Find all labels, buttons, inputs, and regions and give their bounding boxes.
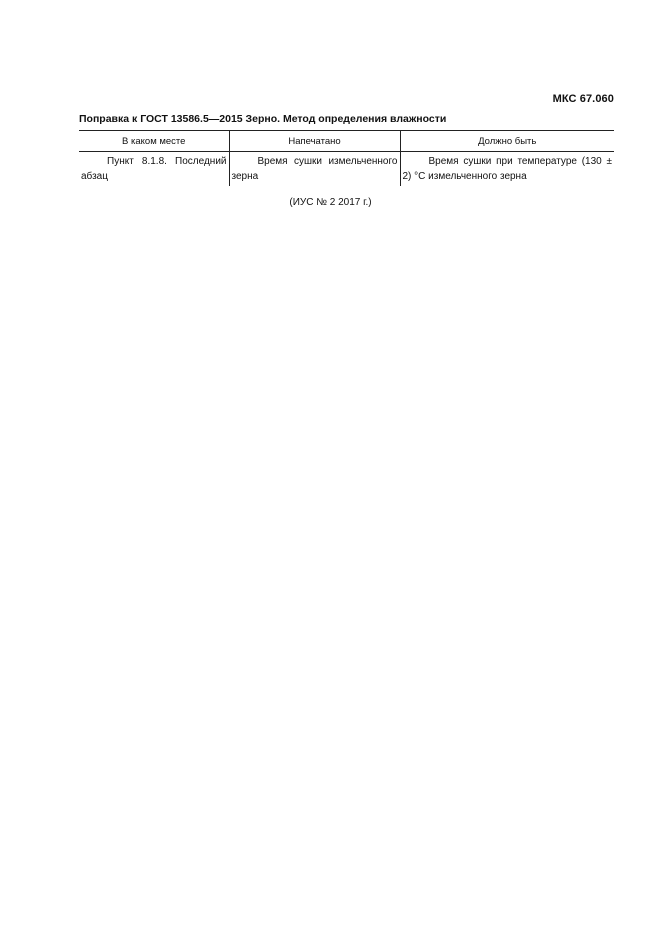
cell-printed-text: Время сушки измельченного зерна [231, 156, 398, 182]
classification-code: МКС 67.060 [552, 93, 614, 105]
cell-where-text: Пункт 8.1.8. Последний абзац [81, 156, 227, 182]
column-header-should-be: Должно быть [400, 131, 614, 152]
column-header-where: В каком месте [79, 131, 229, 152]
document-title: Поправка к ГОСТ 13586.5—2015 Зерно. Метод определения влажности [79, 113, 447, 125]
cell-where [79, 152, 229, 187]
correction-table [79, 130, 614, 186]
cell-should-be [400, 152, 614, 187]
cell-printed [229, 152, 400, 187]
cell-should-be-text: Время сушки при температуре (130 ± 2) °С измельченного зерна [402, 156, 612, 182]
column-header-printed: Напечатано [229, 131, 400, 152]
table-row [79, 152, 614, 187]
table-header-row [79, 131, 614, 152]
source-reference: (ИУС № 2 2017 г.) [289, 197, 372, 208]
